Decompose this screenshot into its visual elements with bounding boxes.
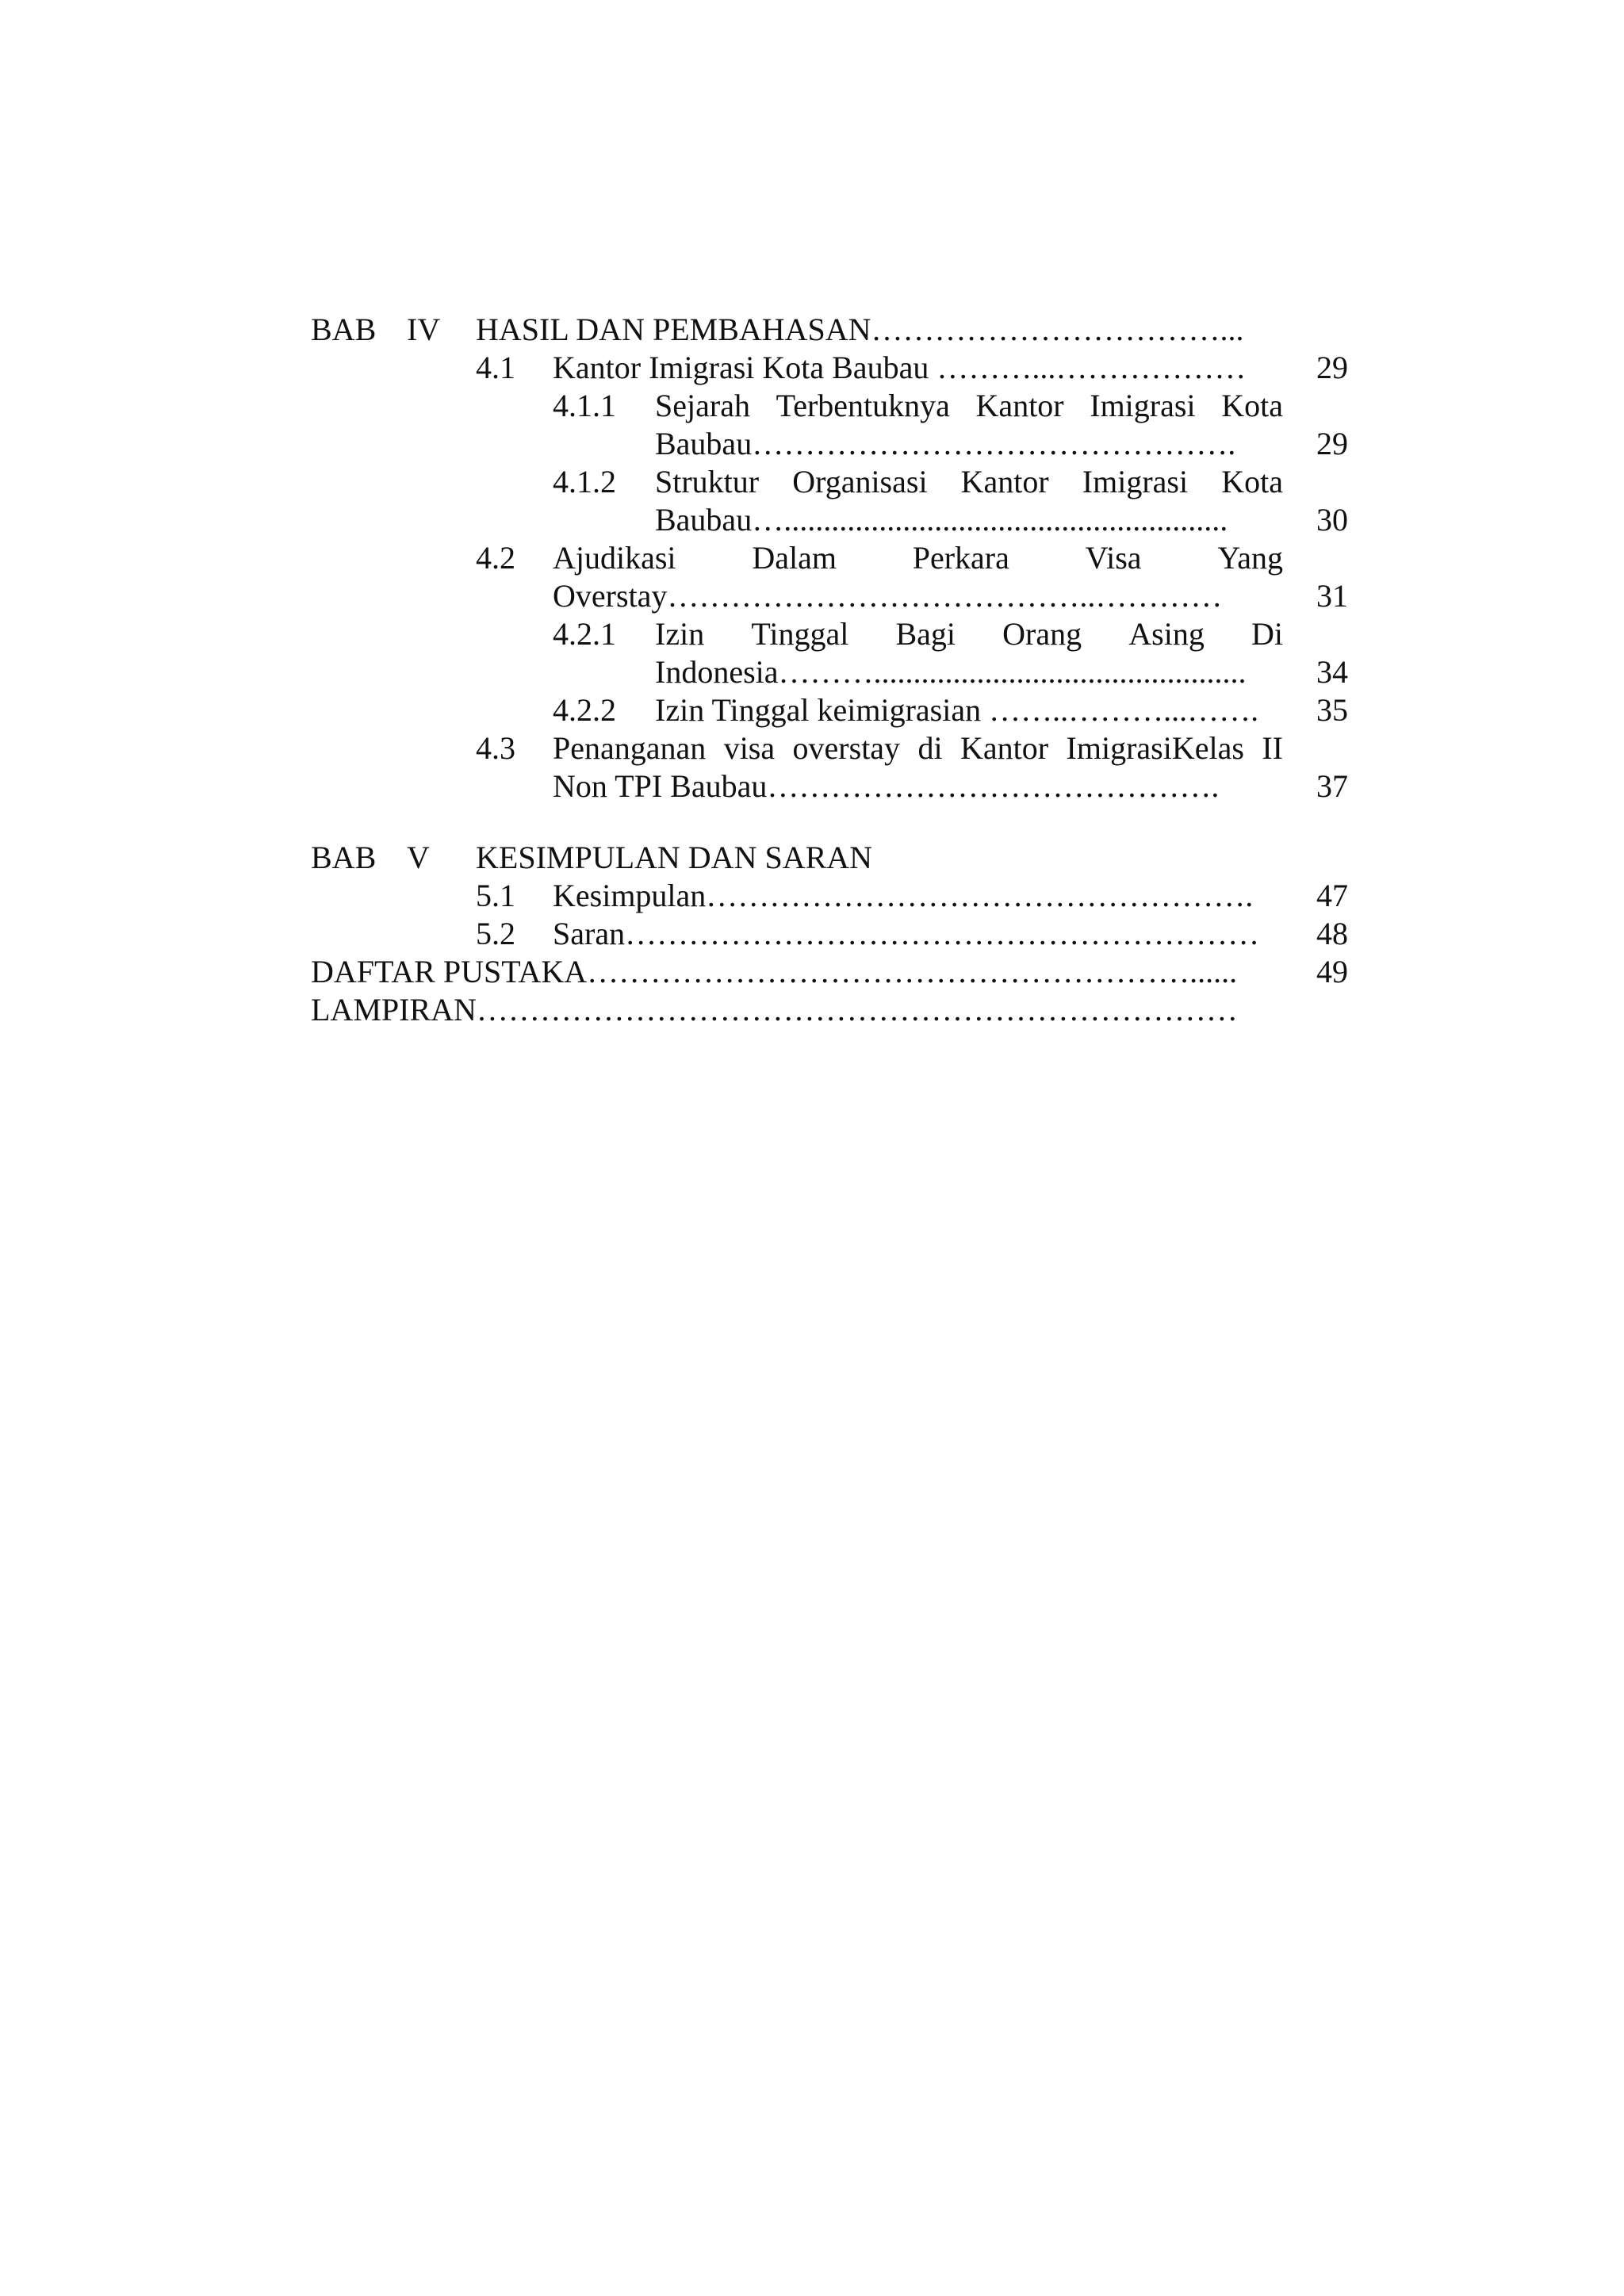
subsection-title-line2: Indonesia………............................................... (655, 654, 1247, 690)
word: Terbentuknya (776, 388, 950, 423)
subsection-title-line1 (655, 387, 1283, 425)
word: Struktur (655, 464, 760, 499)
section-title: Kesimpulan……………………………………………. (553, 878, 1254, 913)
word: Orang (1002, 616, 1082, 652)
subsection-number: 4.2.2 (553, 692, 616, 728)
chapter-title: HASIL DAN PEMBAHASAN……………………………... (476, 312, 1244, 347)
subsection-title: Izin Tinggal keimigrasian ……..………...……. (655, 692, 1259, 728)
page-number: 35 (1316, 692, 1348, 728)
page-number: 31 (1316, 578, 1348, 614)
page-number: 47 (1316, 878, 1348, 913)
word: Izin (655, 616, 705, 652)
word: Di (1251, 616, 1283, 652)
word: Ajudikasi (553, 540, 676, 576)
word: ImigrasiKelas (1066, 730, 1244, 766)
word: Yang (1217, 540, 1283, 576)
section-title: Kantor Imigrasi Kota Baubau ………...……………… (553, 350, 1247, 385)
section-number: 4.3 (476, 730, 515, 766)
word: Organisasi (792, 464, 928, 499)
section-number: 5.2 (476, 916, 515, 951)
subsection-number: 4.1.2 (553, 464, 616, 499)
subsection-number: 4.2.1 (553, 616, 616, 652)
word: II (1262, 730, 1283, 766)
section-title-line1 (553, 539, 1283, 577)
word: Perkara (912, 540, 1009, 576)
chapter-label: BAB (311, 840, 377, 875)
section-title-line2: Non TPI Baubau……………………………………. (553, 768, 1220, 804)
page-number: 29 (1316, 350, 1348, 385)
word: Sejarah (655, 388, 750, 423)
word: Bagi (895, 616, 956, 652)
word: Imigrasi (1082, 464, 1189, 499)
word: Kantor (960, 730, 1049, 766)
bibliography-entry: DAFTAR PUSTAKA…………………………………………………...... (311, 954, 1238, 989)
page-number: 34 (1316, 654, 1348, 690)
appendix-entry: LAMPIRAN……………………………………………………………… (311, 992, 1238, 1027)
page-number: 49 (1316, 954, 1348, 989)
section-number: 5.1 (476, 878, 515, 913)
word: Dalam (752, 540, 837, 576)
word: Penanganan (553, 730, 707, 766)
section-number: 4.2 (476, 540, 515, 576)
page-number: 48 (1316, 916, 1348, 951)
word: di (917, 730, 943, 766)
chapter-title: KESIMPULAN DAN SARAN (476, 840, 873, 875)
word: Tinggal (751, 616, 849, 652)
page-number: 37 (1316, 768, 1348, 804)
subsection-title-line2: Baubau………………………………………. (655, 426, 1236, 461)
word: Imigrasi (1090, 388, 1196, 423)
subsection-title-line1 (655, 463, 1283, 501)
word: Kantor (975, 388, 1064, 423)
page-number: 29 (1316, 426, 1348, 461)
chapter-label: BAB (311, 312, 377, 347)
word: Kota (1221, 388, 1283, 423)
word: Visa (1085, 540, 1142, 576)
word: Kota (1221, 464, 1283, 499)
section-title-line2: Overstay…………………………………..………… (553, 578, 1223, 614)
section-number: 4.1 (476, 350, 515, 385)
word: visa (723, 730, 776, 766)
chapter-number: V (407, 840, 430, 875)
word: Kantor (960, 464, 1049, 499)
subsection-title-line2: Baubau…........................................................ (655, 502, 1228, 538)
section-title-line1 (553, 729, 1283, 767)
word: overstay (792, 730, 901, 766)
subsection-title-line1 (655, 615, 1283, 653)
word: Asing (1128, 616, 1205, 652)
subsection-number: 4.1.1 (553, 388, 616, 423)
chapter-number: IV (407, 312, 441, 347)
section-title: Saran…………………………………………………… (553, 916, 1260, 951)
page-number: 30 (1316, 502, 1348, 538)
